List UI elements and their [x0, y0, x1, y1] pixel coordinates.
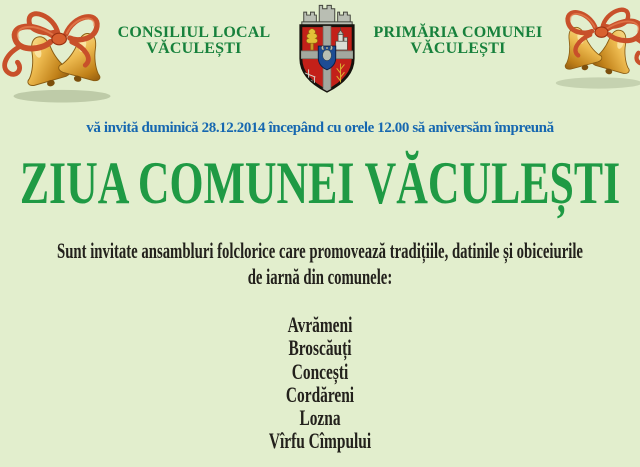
- coat-of-arms-icon: [296, 1, 358, 95]
- description-line2: de iarnă din comunele:: [247, 264, 393, 289]
- commune-item: Lozna: [299, 405, 341, 431]
- commune-item: Concești: [291, 358, 349, 384]
- council-label-line2: VĂCULEȘTI: [146, 39, 242, 57]
- description-line1: Sunt invitate ansambluri folclorice care promovează tradițiile, datinile și obiceiurile: [57, 238, 583, 263]
- communes-list: [0, 313, 640, 453]
- council-label-line1: CONSILIUL LOCAL: [117, 24, 271, 41]
- bells-right-icon: [542, 0, 640, 91]
- primaria-label: [366, 25, 550, 56]
- commune-item: Avrămeni: [287, 312, 353, 337]
- council-label: [115, 25, 273, 56]
- description-text: [0, 238, 640, 290]
- invitation-text: vă invită duminică 28.12.2014 începând cu orele 12.00 să aniversăm împreună: [86, 120, 554, 136]
- commune-item: Vîrfu Cîmpului: [268, 428, 372, 454]
- page-title: ZIUA COMUNEI VĂCULEȘTI: [19, 150, 621, 216]
- commune-item: Cordăreni: [285, 381, 355, 407]
- bells-left-icon: [0, 3, 126, 105]
- primaria-label-line1: PRIMĂRIA COMUNEI: [373, 24, 543, 41]
- primaria-label-line2: VĂCULEȘTI: [410, 39, 506, 57]
- commune-item: Broscăuți: [288, 335, 352, 361]
